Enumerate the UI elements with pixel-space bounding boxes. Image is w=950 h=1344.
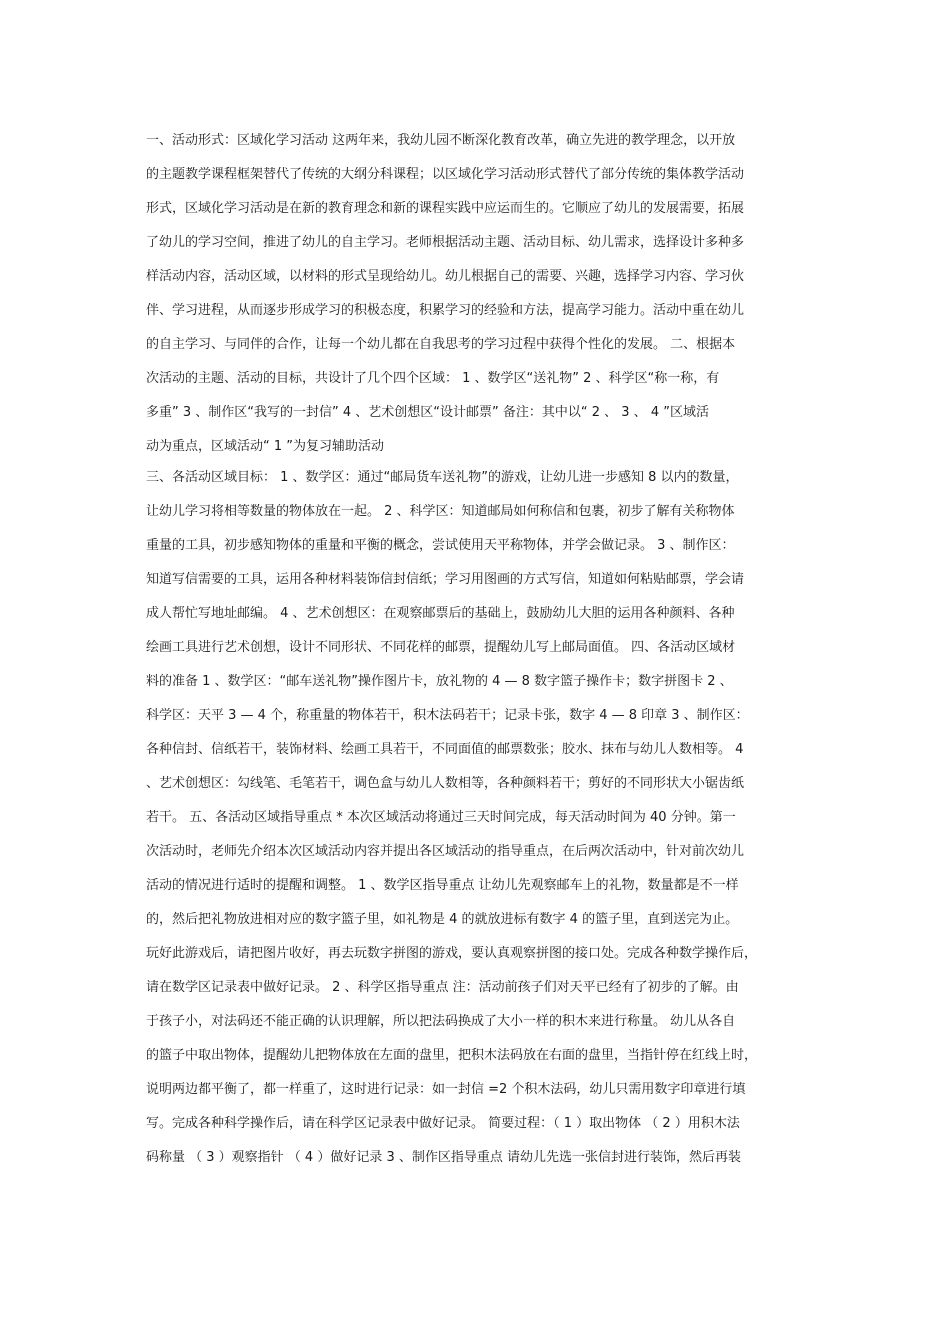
text-line: 了幼儿的学习空间，推进了幼儿的自主学习。老师根据活动主题、活动目标、幼儿需求，选择设计多种多	[146, 235, 745, 250]
text-line: 写。完成各种科学操作后，请在科学区记录表中做好记录。 简要过程：（ 1 ）取出物体 （ 2 ）用积木法	[146, 1116, 740, 1131]
text-line: 伴、学习进程，从而逐步形成学习的积极态度，积累学习的经验和方法，提高学习能力。活动中重在幼儿	[146, 303, 745, 318]
text-line: 码称量 （ 3 ）观察指针 （ 4 ）做好记录 3 、制作区指导重点 请幼儿先选一张信封进行装饰，然后再装	[146, 1150, 742, 1165]
text-line: 的篮子中取出物体，提醒幼儿把物体放在左面的盘里，把积木法码放在右面的盘里，当指针停在红线上时，	[146, 1048, 758, 1063]
text-line: 次活动的主题、活动的目标，共设计了几个四个区域： 1 、数学区“送礼物” 2 、科学区“称一称，有	[146, 371, 720, 386]
document-body	[146, 124, 812, 1175]
text-line: 、艺术创想区：勾线笔、毛笔若干，调色盒与幼儿人数相等，各种颜料若干；剪好的不同形状大小锯齿纸	[146, 776, 745, 791]
text-line: 玩好此游戏后，请把图片收好，再去玩数字拼图的游戏，要认真观察拼图的接口处。完成各种数学操作后，	[146, 946, 758, 961]
text-line: 形式，区域化学习活动是在新的教育理念和新的课程实践中应运而生的。它顺应了幼儿的发展需要，拓展	[146, 201, 745, 216]
text-line: 的自主学习、与同伴的合作，让每一个幼儿都在自我思考的学习过程中获得个性化的发展。 二、根据本	[146, 337, 736, 352]
text-line: 重量的工具，初步感知物体的重量和平衡的概念，尝试使用天平称物体，并学会做记录。 3 、制作区：	[146, 538, 735, 553]
text-line: 让幼儿学习将相等数量的物体放在一起。 2 、科学区：知道邮局如何称信和包裹，初步了解有关称物体	[146, 504, 735, 519]
text-line: 料的准备 1 、数学区：“邮车送礼物”操作图片卡，放礼物的 4 — 8 数字篮子操作卡；数字拼图卡 2 、	[146, 674, 733, 689]
text-line: 知道写信需要的工具，运用各种材料装饰信封信纸；学习用图画的方式写信，知道如何粘贴邮票，学会请	[146, 572, 745, 587]
text-line: 请在数学区记录表中做好记录。 2 、科学区指导重点 注：活动前孩子们对天平已经有了初步的了解。由	[146, 980, 739, 995]
text-line: 三、各活动区域目标： 1 、数学区：通过“邮局货车送礼物”的游戏，让幼儿进一步感知 8 以内的数量，	[146, 470, 739, 485]
text-line: 科学区：天平 3 — 4 个，称重量的物体若干，积木法码若干；记录卡张，数字 4 — 8 印章 3 、制作区：	[146, 708, 749, 723]
text-line: 说明两边都平衡了，都一样重了，这时进行记录：如一封信 =2 个积木法码，幼儿只需用数字印章进行填	[146, 1082, 746, 1097]
text-line: 样活动内容，活动区域，以材料的形式呈现给幼儿。幼儿根据自己的需要、兴趣，选择学习内容、学习伙	[146, 269, 745, 284]
text-line: 次活动时，老师先介绍本次区域活动内容并提出各区域活动的指导重点，在后两次活动中，针对前次幼儿	[146, 844, 745, 859]
text-line: 的，然后把礼物放进相对应的数字篮子里，如礼物是 4 的就放进标有数字 4 的篮子里，直到送完为止。	[146, 912, 739, 927]
text-line: 一、活动形式：区域化学习活动 这两年来，我幼儿园不断深化教育改革，确立先进的教学理念，以开放	[146, 133, 736, 148]
text-line: 的主题教学课程框架替代了传统的大纲分科课程；以区域化学习活动形式替代了部分传统的集体教学活动	[146, 167, 745, 182]
text-line: 动为重点，区域活动“ 1 ”为复习辅助活动	[146, 439, 385, 454]
text-line: 多重” 3 、制作区“我写的一封信” 4 、艺术创想区“设计邮票” 备注：其中以“ 2 、 3 、 4 ”区域活	[146, 405, 709, 420]
text-line: 于孩子小，对法码还不能正确的认识理解，所以把法码换成了大小一样的积木来进行称量。 幼儿从各自	[146, 1014, 736, 1029]
text-line: 若干。 五、各活动区域指导重点 * 本次区域活动将通过三天时间完成，每天活动时间为 40 分钟。第一	[146, 810, 736, 825]
text-line: 活动的情况进行适时的提醒和调整。 1 、数学区指导重点 让幼儿先观察邮车上的礼物，数量都是不一样	[146, 878, 739, 893]
text-line: 成人帮忙写地址邮编。 4 、艺术创想区：在观察邮票后的基础上，鼓励幼儿大胆的运用各种颜料、各种	[146, 606, 735, 621]
text-line: 绘画工具进行艺术创想，设计不同形状、不同花样的邮票，提醒幼儿写上邮局面值。 四、各活动区域材	[146, 640, 736, 655]
text-line: 各种信封、信纸若干，装饰材料、绘画工具若干，不同面值的邮票数张；胶水、抹布与幼儿人数相等。 4	[146, 742, 744, 757]
